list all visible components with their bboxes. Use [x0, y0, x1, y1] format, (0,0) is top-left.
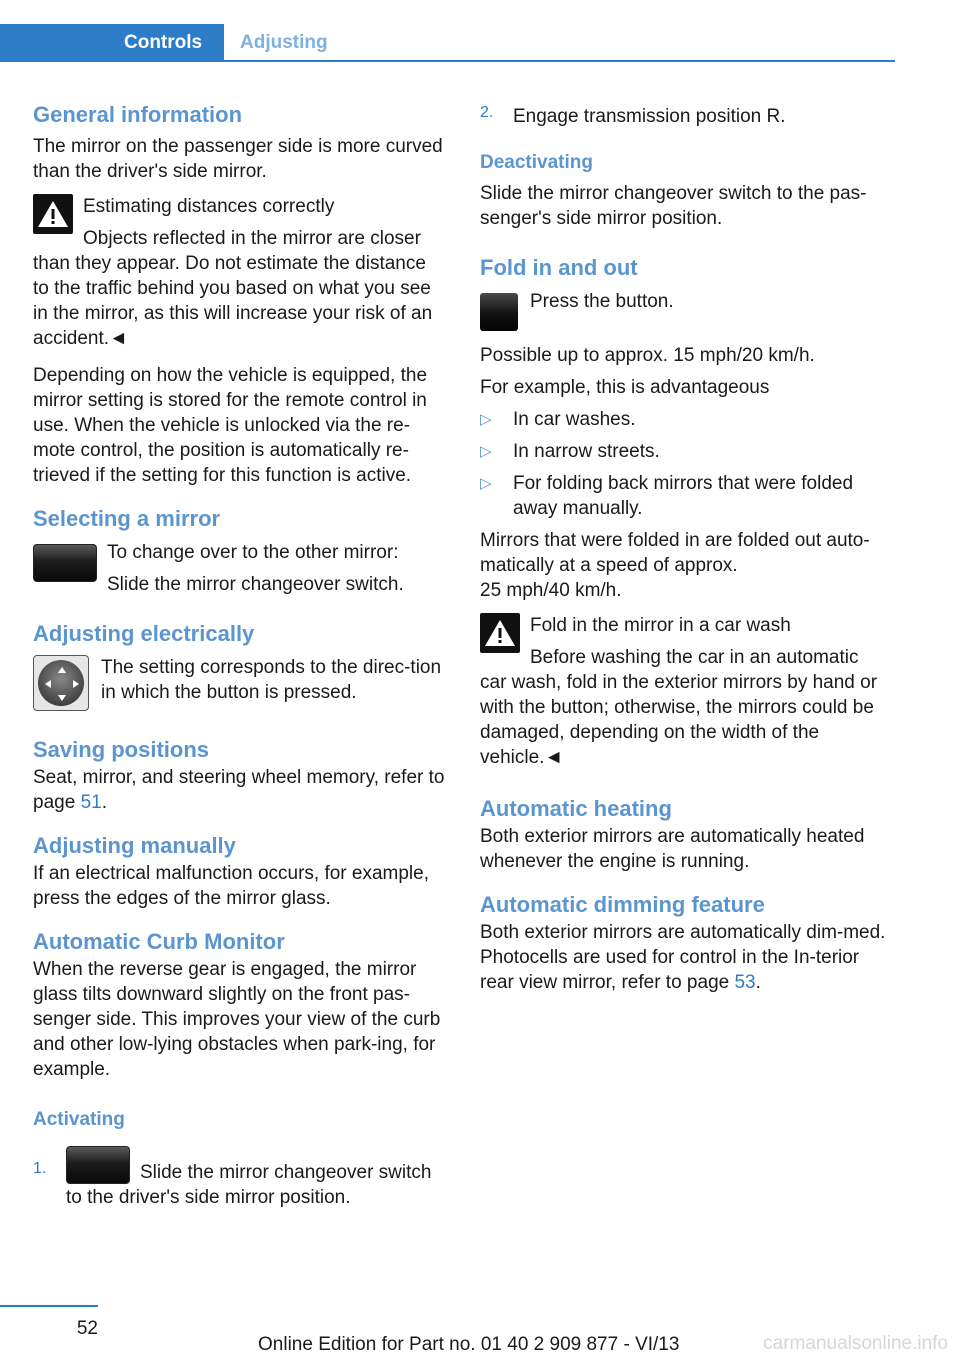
heading-automatic-dimming: Automatic dimming feature: [480, 892, 765, 917]
bullet-triangle-icon: ▷: [480, 475, 492, 492]
warning-triangle-icon: [480, 613, 520, 653]
electric-text: The setting corresponds to the direc‐tion in which the button is pressed.: [101, 657, 442, 703]
warning-triangle-icon: [33, 194, 73, 234]
heading-saving-positions: Saving positions: [33, 737, 210, 762]
heading-adjusting-manually: Adjusting manually: [33, 833, 236, 858]
fold-example-text: For example, this is advantageous: [480, 377, 770, 398]
bullet-triangle-icon: ▷: [480, 411, 492, 428]
curb-text: When the reverse gear is engaged, the mirror glass tilts downward slightly on the front pas‐senger side. This improves your view of the curb and other low-lying obstacles when park‐ing, for example.: [33, 959, 441, 1080]
list-item: ▷ In car washes.: [480, 409, 636, 430]
mirror-switch-icon: [33, 544, 97, 582]
warning-text: car wash, fold in the exterior mirrors by hand or with the button; otherwise, the mirrors could be damaged, depending on the width of the vehicle.◄: [480, 672, 878, 768]
left-column: [33, 100, 447, 1222]
mirror-switch-icon: [66, 1146, 130, 1184]
edition-text: Online Edition for Part no. 01 40 2 909 877 - VI/13: [258, 1334, 680, 1355]
memory-text: Depending on how the vehicle is equipped, the mirror setting is stored for the remote control in use. When the vehicle is unlocked via the re‐mote control, the position is automatically re‐trieved if the setting for this function is active.: [33, 365, 428, 486]
step-2-text: Engage transmission position R.: [513, 106, 786, 127]
step-1: [33, 1146, 447, 1210]
list-item: ▷ In narrow streets.: [480, 441, 660, 462]
heading-deactivating: Deactivating: [480, 152, 593, 173]
heading-adjusting-electrically: Adjusting electrically: [33, 621, 255, 646]
tab-controls[interactable]: Controls: [0, 24, 224, 62]
deactivating-text: Slide the mirror changeover switch to the pas‐senger's side mirror position.: [480, 183, 867, 229]
manual-text: If an electrical malfunction occurs, for example, press the edges of the mirror glass.: [33, 863, 430, 909]
heading-automatic-heating: Automatic heating: [480, 796, 672, 821]
watermark: carmanualsonline.info: [763, 1333, 948, 1354]
page-link-53[interactable]: 53: [734, 972, 756, 993]
mirror-adjust-button-icon: [33, 655, 89, 711]
page-number: 52: [76, 1318, 98, 1339]
heading-activating: Activating: [33, 1109, 125, 1130]
page-header: [0, 24, 895, 62]
footer-divider: [0, 1305, 98, 1307]
heading-selecting-mirror: Selecting a mirror: [33, 506, 221, 531]
step-2: [480, 104, 894, 129]
fold-auto-text: Mirrors that were folded in are folded out auto‐matically at a speed of approx.: [480, 530, 870, 576]
warning-text: than they appear. Do not estimate the distance to the traffic behind you based on what you see in the mirror, as this will increase your risk of an accident.◄: [33, 253, 433, 349]
bullet-triangle-icon: ▷: [480, 443, 492, 460]
saving-text: Seat, mirror, and steering wheel memory, refer to page 51.: [33, 767, 445, 813]
step-number: 2.: [480, 104, 494, 121]
warning-line: Before washing the car in an automatic: [530, 647, 859, 668]
step-1-tail: to the driver's side mirror position.: [66, 1187, 351, 1208]
page-link-51[interactable]: 51: [80, 792, 102, 813]
fold-speed-text: Possible up to approx. 15 mph/20 km/h.: [480, 345, 815, 366]
select-line-2: Slide the mirror changeover switch.: [107, 574, 404, 595]
general-text: The mirror on the passenger side is more curved than the driver's side mirror.: [33, 136, 443, 182]
warning-title: Estimating distances correctly: [83, 196, 335, 217]
warning-estimating-distances: [33, 194, 447, 351]
fold-auto-speed: 25 mph/40 km/h.: [480, 580, 622, 601]
dimming-text: Both exterior mirrors are automatically dim‐med. Photocells are used for control in the In‐terior rear view mirror, refer to page 53.: [480, 922, 886, 993]
heading-automatic-curb-monitor: Automatic Curb Monitor: [33, 929, 285, 954]
right-column: [480, 100, 894, 1002]
fold-press-text: Press the button.: [530, 291, 674, 312]
warning-title: Fold in the mirror in a car wash: [530, 615, 791, 636]
tab-adjusting[interactable]: Adjusting: [240, 32, 328, 53]
warning-line: Objects reflected in the mirror are closer: [83, 228, 421, 249]
step-number: 1.: [33, 1160, 47, 1177]
heating-text: Both exterior mirrors are automatically heated whenever the engine is running.: [480, 826, 865, 872]
heading-general-information: General information: [33, 102, 243, 127]
select-line-1: To change over to the other mirror:: [107, 542, 399, 563]
advantage-list: [480, 407, 894, 521]
heading-fold-in-out: Fold in and out: [480, 255, 638, 280]
warning-car-wash: [480, 613, 894, 770]
step-1-text: Slide the mirror changeover switch: [140, 1162, 432, 1183]
list-item: ▷ For folding back mirrors that were folded away manually.: [480, 473, 854, 519]
fold-button-icon: [480, 293, 518, 331]
